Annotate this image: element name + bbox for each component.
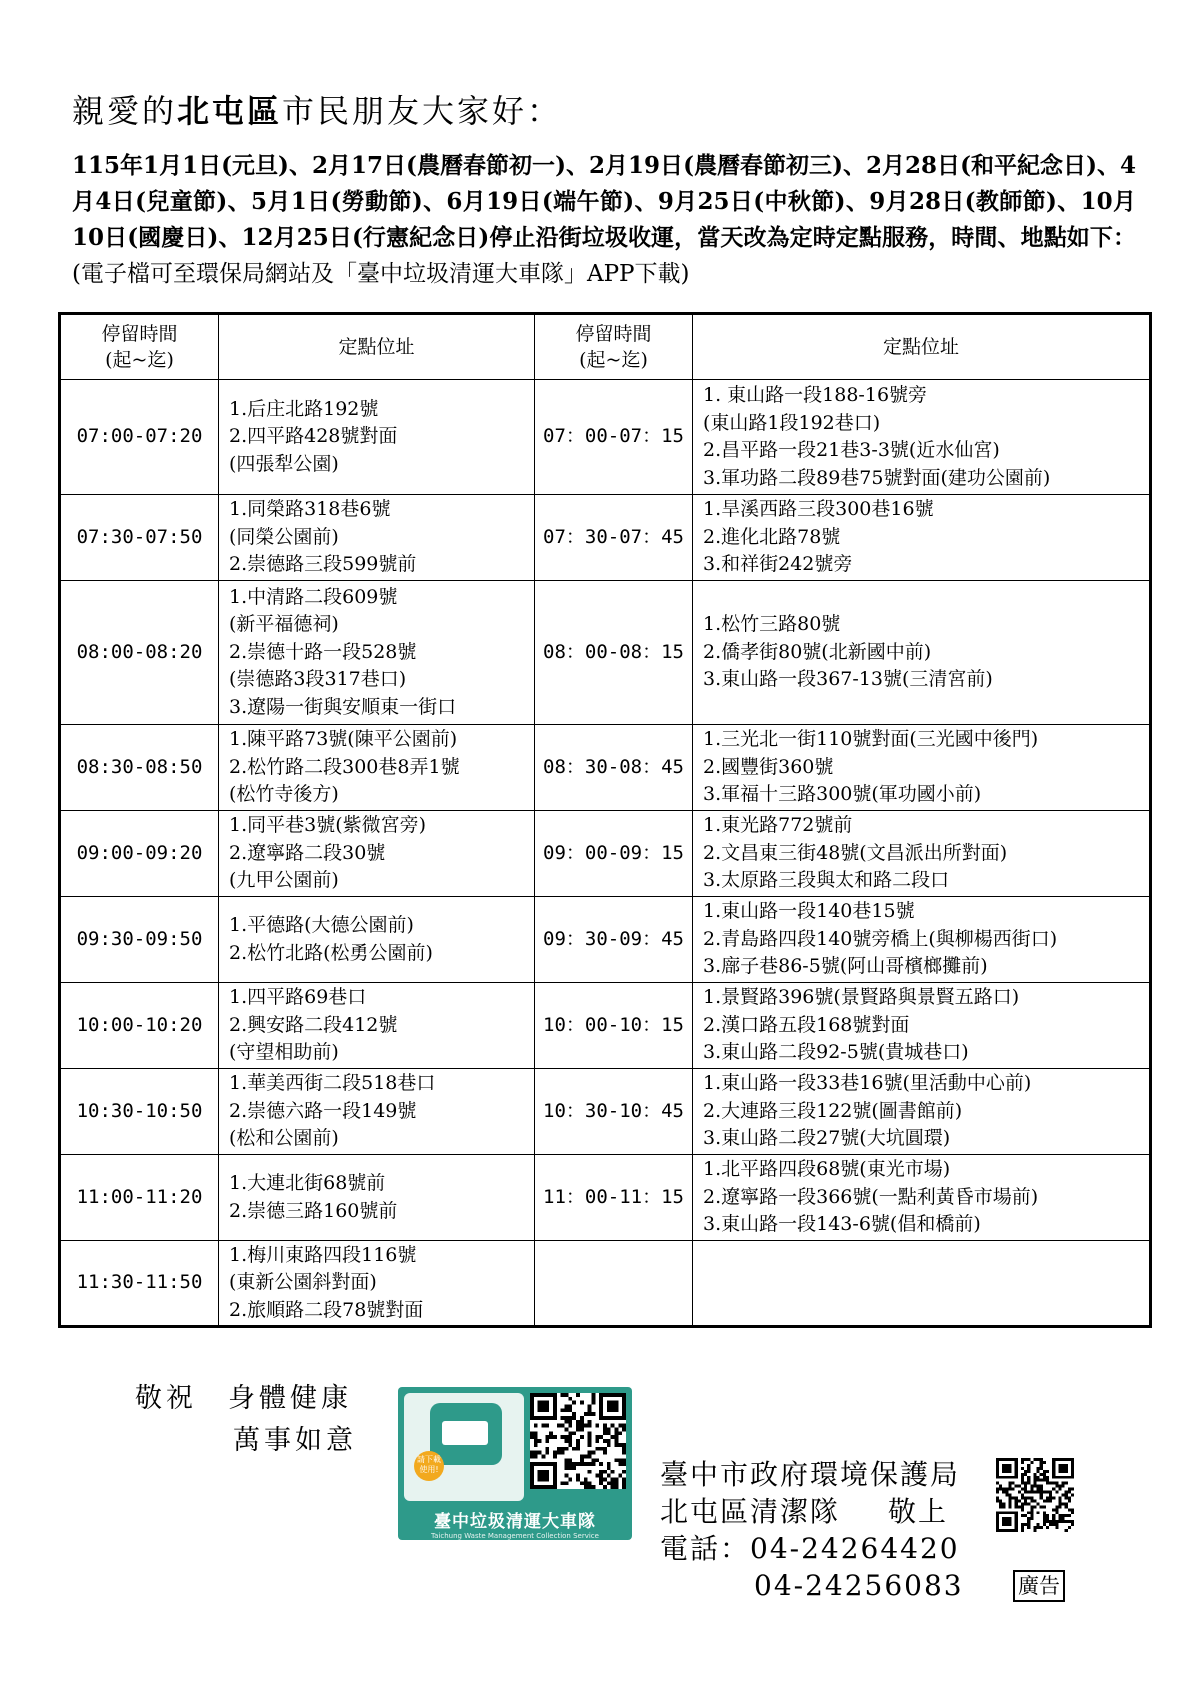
stop-time: 07：30-07：45: [535, 495, 693, 581]
stop-time: 10：30-10：45: [535, 1069, 693, 1155]
app-caption: 臺中垃圾清運大車隊: [434, 1512, 596, 1532]
stop-addresses: [693, 897, 1151, 983]
ad-label: 廣告: [1013, 1570, 1065, 1602]
stop-addresses: [693, 1155, 1151, 1241]
address-line: 3.和祥街242號旁: [703, 553, 853, 576]
table-row: [60, 897, 1151, 983]
address-line: 1.北平路四段68號(東光市場): [703, 1158, 951, 1181]
truck-icon: [442, 1421, 488, 1445]
address-line: 1.東山路一段140巷15號: [703, 900, 915, 923]
greeting-prefix: 親愛的: [72, 92, 178, 130]
header-time-label: 停留時間: [575, 323, 652, 345]
address-line: 1.華美西街二段518巷口: [229, 1072, 436, 1095]
header-addr-left: 定點位址: [219, 314, 535, 380]
address-line: 2.旅順路二段78號對面: [229, 1298, 424, 1321]
stop-time: 08：30-08：45: [535, 725, 693, 811]
stop-time: 10:30-10:50: [60, 1069, 219, 1155]
address-line: 2.四平路428號對面: [229, 425, 398, 448]
address-line: (松竹寺後方): [229, 783, 339, 806]
address-line: 1.同榮路318巷6號: [229, 498, 391, 521]
address-line: 1.東光路772號前: [703, 814, 853, 837]
address-line: 3.東山路二段92-5號(貴城巷口): [703, 1041, 969, 1064]
stop-addresses: [219, 495, 535, 581]
address-line: 1. 東山路一段188-16號旁: [703, 384, 928, 406]
address-line: 1.梅川東路四段116號: [229, 1243, 417, 1266]
address-line: 2.文昌東三街48號(文昌派出所對面): [703, 841, 1008, 864]
download-badge: 請下載使用!: [414, 1451, 444, 1481]
stop-time: 10：00-10：15: [535, 983, 693, 1069]
qr-code-icon: [996, 1458, 1074, 1532]
address-line: 3.東山路一段367-13號(三清宮前): [703, 668, 993, 691]
closing-respect: 敬祝: [135, 1383, 197, 1414]
stop-addresses: [219, 811, 535, 897]
signature-block: [660, 1456, 964, 1604]
address-line: 2.昌平路一段21巷3-3號(近水仙宮): [703, 439, 1000, 461]
signature-regards: 敬上: [888, 1495, 949, 1528]
header-time-range: (起~迄): [105, 349, 174, 371]
address-line: 3.東山路一段143-6號(倡和橋前): [703, 1213, 981, 1236]
address-line: 1.同平巷3號(紫微宮旁): [229, 814, 427, 837]
address-line: 1.大連北街68號前: [229, 1172, 386, 1194]
stop-time: 10:00-10:20: [60, 983, 219, 1069]
address-line: 2.遼寧路二段30號: [229, 841, 386, 864]
header-time-label: 停留時間: [101, 323, 178, 345]
app-logo: [398, 1387, 632, 1540]
address-line: 2.遼寧路一段366號(一點利黃昏市場前): [703, 1185, 1039, 1208]
address-line: 2.松竹路二段300巷8弄1號: [229, 755, 460, 778]
table-row: [60, 725, 1151, 811]
stop-time: 07:00-07:20: [60, 380, 219, 495]
address-line: 2.興安路二段412號: [229, 1013, 398, 1036]
address-line: 1.旱溪西路三段300巷16號: [703, 498, 934, 521]
signature-team: 北屯區清潔隊: [660, 1495, 841, 1528]
phone-number-2: 04-24256083: [754, 1569, 964, 1602]
stop-addresses: [693, 1069, 1151, 1155]
stop-time: 11：00-11：15: [535, 1155, 693, 1241]
table-row: [60, 983, 1151, 1069]
app-icon-card: [404, 1393, 524, 1501]
stop-addresses: [219, 581, 535, 725]
greeting-suffix: 市民朋友大家好：: [282, 92, 563, 130]
address-line: 2.崇德三路160號前: [229, 1199, 398, 1222]
header-addr-right: 定點位址: [693, 314, 1151, 380]
address-line: 2.漢口路五段168號對面: [703, 1013, 910, 1036]
qr-code-icon: [530, 1393, 626, 1489]
holiday-notice: [72, 148, 1136, 292]
stop-time: 07:30-07:50: [60, 495, 219, 581]
stop-addresses: [219, 983, 535, 1069]
closing-health: 身體健康: [228, 1383, 352, 1414]
stop-addresses: [693, 983, 1151, 1069]
stop-time: 09：30-09：45: [535, 897, 693, 983]
table-row: [60, 811, 1151, 897]
address-line: 1.陳平路73號(陳平公園前): [229, 728, 458, 751]
stop-time: 09:30-09:50: [60, 897, 219, 983]
app-qr-code: [530, 1393, 626, 1489]
address-line: (九甲公園前): [229, 869, 339, 892]
address-line: 2.崇德六路一段149號: [229, 1099, 417, 1122]
stop-addresses: [219, 1241, 535, 1327]
signature-org: 臺中市政府環境保護局: [660, 1458, 961, 1491]
address-line: 3.遼陽一街與安順東一街口: [229, 695, 457, 718]
address-line: 1.三光北一街110號對面(三光國中後門): [703, 728, 1039, 751]
app-subcaption: Taichung Waste Management Collection Service: [431, 1532, 599, 1540]
address-line: 2.國豐街360號: [703, 755, 834, 778]
stop-addresses: [693, 725, 1151, 811]
address-line: 2.崇德路三段599號前: [229, 553, 417, 576]
address-line: 3.軍功路二段89巷75號對面(建功公園前): [703, 466, 1051, 489]
stop-addresses: [693, 811, 1151, 897]
address-line: (四張犁公園): [229, 452, 339, 475]
stop-addresses: [693, 581, 1151, 725]
stop-time: [535, 1241, 693, 1327]
schedule-table: [58, 312, 1152, 1328]
address-line: (同榮公園前): [229, 525, 339, 548]
qr-code-small: [996, 1458, 1074, 1532]
stop-time: 08:30-08:50: [60, 725, 219, 811]
closing-wish2: 萬事如意: [233, 1425, 357, 1456]
address-line: 1.松竹三路80號: [703, 613, 841, 636]
address-line: 1.東山路一段33巷16號(里活動中心前): [703, 1072, 1032, 1095]
table-row: [60, 495, 1151, 581]
stop-addresses: [219, 1155, 535, 1241]
address-line: (守望相助前): [229, 1041, 339, 1064]
stop-addresses: [219, 725, 535, 811]
address-line: 1.四平路69巷口: [229, 986, 367, 1009]
greeting-district: 北屯區: [177, 92, 283, 130]
stop-addresses: [693, 495, 1151, 581]
header-time-range: (起~迄): [579, 349, 648, 371]
greeting-line: [72, 86, 562, 132]
stop-addresses: [219, 380, 535, 495]
address-line: 1.后庄北路192號: [229, 397, 379, 420]
phone-number-1: 04-24264420: [750, 1532, 960, 1565]
stop-time: 11:30-11:50: [60, 1241, 219, 1327]
stop-addresses: [219, 1069, 535, 1155]
address-line: 1.景賢路396號(景賢路與景賢五路口): [703, 986, 1020, 1009]
address-line: (松和公園前): [229, 1127, 339, 1150]
address-line: 2.松竹北路(松勇公園前): [229, 941, 433, 964]
stop-addresses: [693, 380, 1151, 495]
address-line: 2.大連路三段122號(圖書館前): [703, 1099, 963, 1122]
address-line: 3.太原路三段與太和路二段口: [703, 869, 950, 892]
table-row: [60, 1069, 1151, 1155]
stop-time: 08:00-08:20: [60, 581, 219, 725]
table-row: [60, 380, 1151, 495]
address-line: 2.僑孝街80號(北新國中前): [703, 640, 932, 663]
address-line: 1.平德路(大德公園前): [229, 914, 414, 936]
address-line: 2.青島路四段140號旁橋上(與柳楊西街口): [703, 927, 1058, 950]
stop-addresses: [693, 1241, 1151, 1327]
table-row: [60, 1155, 1151, 1241]
phone-label: 電話：: [660, 1532, 751, 1565]
stop-addresses: [219, 897, 535, 983]
stop-time: 07：00-07：15: [535, 380, 693, 495]
stop-time: 09：00-09：15: [535, 811, 693, 897]
table-row: [60, 1241, 1151, 1327]
header-time-right: [535, 314, 693, 380]
closing-wishes: [135, 1378, 357, 1462]
address-line: 3.東山路二段27號(大坑圓環): [703, 1127, 951, 1150]
stop-time: 08：00-08：15: [535, 581, 693, 725]
stop-time: 11:00-11:20: [60, 1155, 219, 1241]
notice-main: 115年1月1日(元旦)、2月17日(農曆春節初一)、2月19日(農曆春節初三)、2月28日(和平紀念日)、4月4日(兒童節)、5月1日(勞動節)、6月19日(端午節)、9月25日(中秋節)、9月28日(教師節)、10月10日(國慶日)、12月25日(行憲紀念日)停止沿街垃圾收運，當天改為定時定點服務，時間、地點如下：: [72, 152, 1136, 251]
table-row: [60, 581, 1151, 725]
address-line: 3.軍福十三路300號(軍功國小前): [703, 783, 982, 806]
address-line: (東新公園斜對面): [229, 1271, 377, 1294]
address-line: 1.中清路二段609號: [229, 585, 398, 608]
stop-time: 09:00-09:20: [60, 811, 219, 897]
address-line: (崇德路3段317巷口): [229, 668, 407, 691]
notice-download-note: (電子檔可至環保局網站及「臺中垃圾清運大車隊」APP下載): [72, 261, 690, 287]
address-line: (東山路1段192巷口): [703, 411, 881, 434]
address-line: (新平福德祠): [229, 613, 339, 636]
address-line: 2.進化北路78號: [703, 525, 841, 548]
table-header-row: [60, 314, 1151, 380]
address-line: 3.廍子巷86-5號(阿山哥檳榔攤前): [703, 955, 988, 978]
address-line: 2.崇德十路一段528號: [229, 640, 417, 663]
header-time-left: [60, 314, 219, 380]
